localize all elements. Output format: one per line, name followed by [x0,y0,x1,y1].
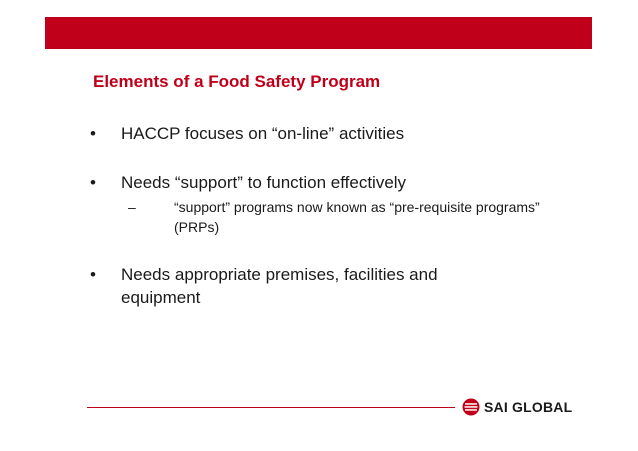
bullet-text: Needs “support” to function effectively [121,173,407,192]
sub-bullet-item [128,197,544,237]
logo-text: SAI GLOBAL [484,399,573,415]
sai-global-logo-icon [462,398,480,416]
bullet-item [90,263,510,309]
header-band [45,17,592,49]
bullet-marker: • [90,265,96,284]
bullet-marker: • [90,173,96,192]
sub-bullet-text: “support” programs now known as “pre-requisite programs” (PRPs) [174,199,540,235]
bullet-text: Needs appropriate premises, facilities and equipment [121,265,438,307]
slide-title: Elements of a Food Safety Program [93,72,381,91]
footer-divider [87,407,455,408]
bullet-item [90,171,510,194]
bullet-item [90,122,510,145]
sai-global-logo [462,396,572,418]
bullet-text: HACCP focuses on “on-line” activities [121,124,405,143]
bullet-list [90,122,540,309]
bullet-marker: • [90,124,96,143]
sub-bullet-marker: – [128,199,136,215]
